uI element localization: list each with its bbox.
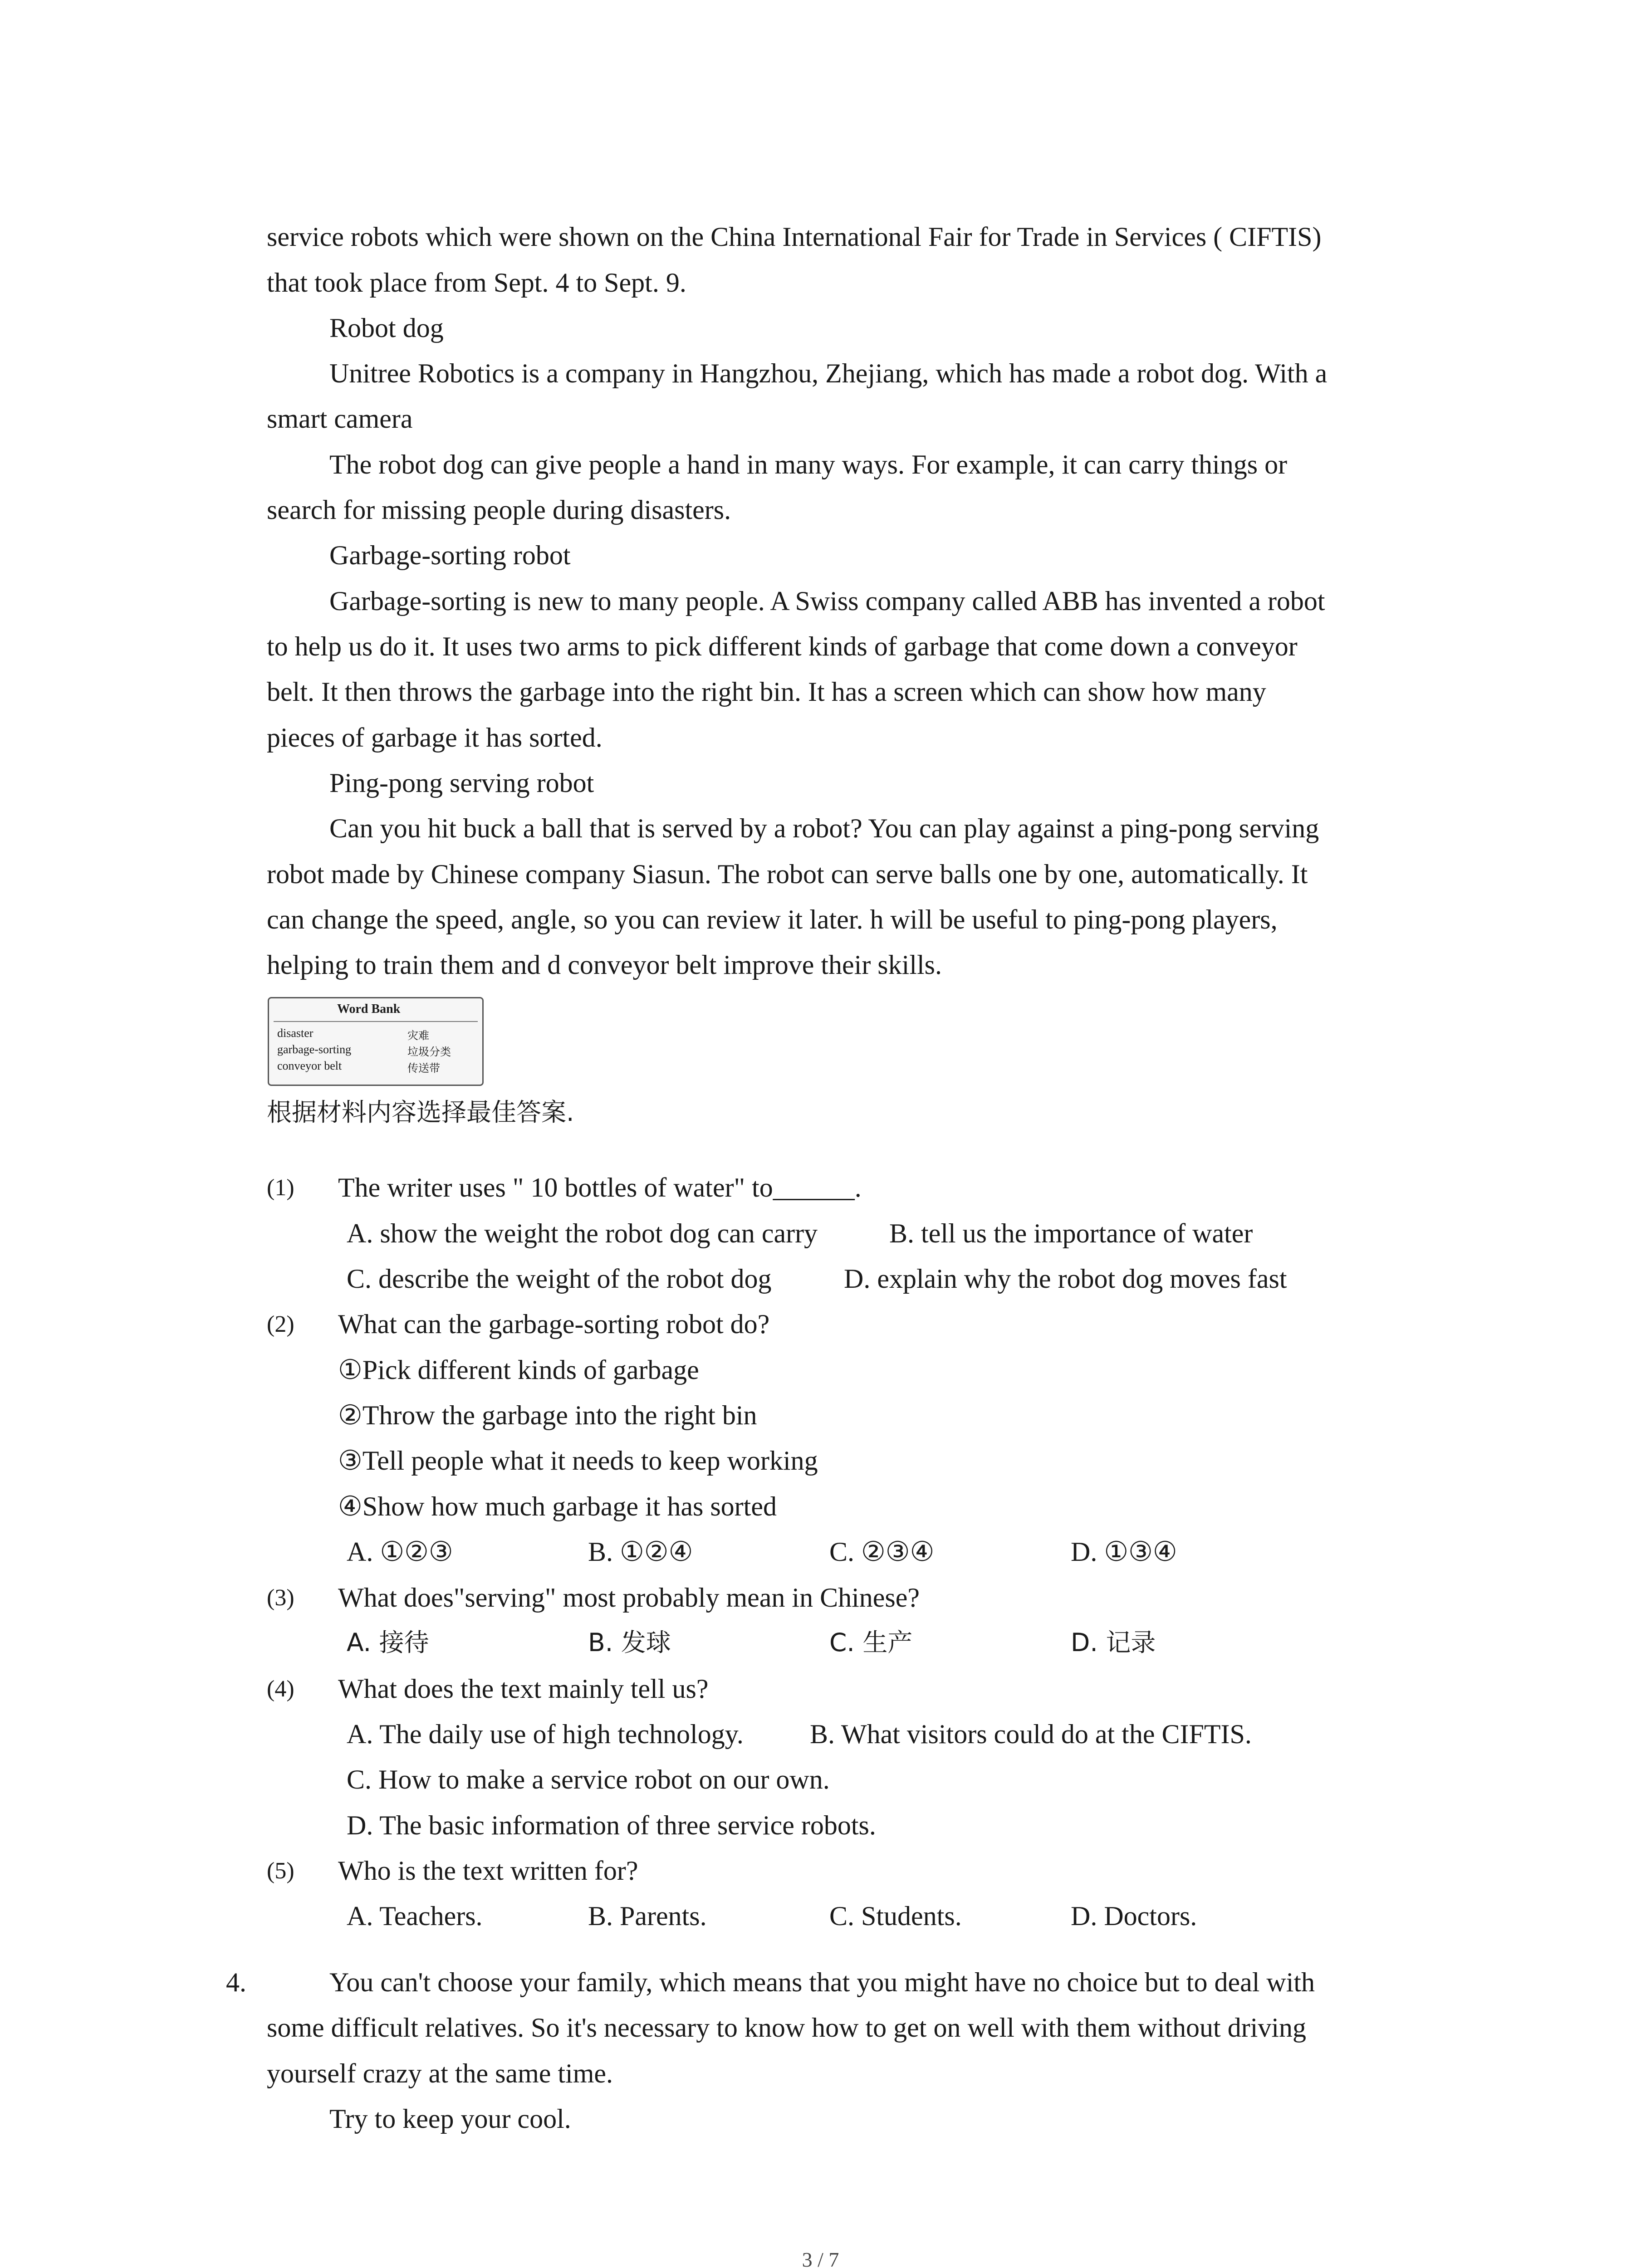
option-c: C. 生产 (829, 1628, 913, 1657)
option-b: B. ①②④ (588, 1537, 693, 1567)
option-b: B. 发球 (588, 1628, 671, 1657)
question-number: (2) (267, 1311, 294, 1337)
option-d: D. Doctors. (1071, 1901, 1197, 1931)
statement-item: ④Show how much garbage it has sorted (338, 1491, 777, 1521)
page-number: 3 / 7 (802, 2248, 839, 2268)
word-bank-term: garbage-sorting (277, 1043, 352, 1056)
statement-item: ②Throw the garbage into the right bin (338, 1400, 757, 1430)
dog-paragraph2-line2: search for missing people during disasters. (267, 495, 731, 525)
option-c: C. describe the weight of the robot dog (347, 1264, 772, 1294)
word-bank-term: conveyor belt (277, 1059, 342, 1072)
garbage-paragraph-line2: to help us do it. It uses two arms to pick different kinds of garbage that come down a conveyor (267, 631, 1298, 661)
pingpong-paragraph-line3: can change the speed, angle, so you can review it later. h will be useful to ping-pong players, (267, 904, 1278, 934)
option-a: A. show the weight the robot dog can carry (347, 1218, 818, 1248)
option-c: C. ②③④ (829, 1537, 935, 1567)
heading-garbage-robot: Garbage-sorting robot (329, 540, 571, 570)
statement-item: ①Pick different kinds of garbage (338, 1355, 699, 1385)
option-b: B. Parents. (588, 1901, 707, 1931)
option-a: A. 接待 (347, 1628, 429, 1657)
option-b: B. tell us the importance of water (889, 1218, 1253, 1248)
passage-intro-line2: that took place from Sept. 4 to Sept. 9. (267, 268, 686, 298)
pingpong-paragraph-line4: helping to train them and d conveyor belt improve their skills. (267, 950, 942, 980)
option-c: C. Students. (829, 1901, 962, 1931)
heading-robot-dog: Robot dog (329, 313, 444, 343)
pingpong-paragraph-line1: Can you hit buck a ball that is served by a robot? You can play against a ping-pong serving (329, 813, 1319, 843)
garbage-paragraph-line4: pieces of garbage it has sorted. (267, 723, 603, 753)
word-bank-translation: 灾难 (407, 1029, 429, 1042)
question-text: What does the text mainly tell us? (338, 1674, 709, 1704)
next-passage-line4: Try to keep your cool. (329, 2104, 571, 2134)
statement-item: ③Tell people what it needs to keep working (338, 1446, 818, 1476)
word-bank-term: disaster (277, 1026, 314, 1040)
option-a: A. The daily use of high technology. (347, 1719, 744, 1749)
garbage-paragraph-line3: belt. It then throws the garbage into the right bin. It has a screen which can show how many (267, 677, 1266, 707)
option-a: A. Teachers. (347, 1901, 483, 1931)
dog-paragraph1-line2: smart camera (267, 404, 413, 434)
option-d: D. 记录 (1071, 1628, 1156, 1657)
garbage-paragraph-line1: Garbage-sorting is new to many people. A Swiss company called ABB has invented a robot (329, 586, 1325, 616)
option-d: D. ①③④ (1071, 1537, 1177, 1567)
option-a: A. ①②③ (347, 1537, 453, 1567)
word-bank-divider (274, 1021, 478, 1022)
question-number: (3) (267, 1585, 294, 1611)
question-text: The writer uses " 10 bottles of water" to______. (338, 1173, 862, 1202)
option-d: D. explain why the robot dog moves fast (844, 1264, 1287, 1294)
heading-pingpong-robot: Ping-pong serving robot (329, 768, 594, 798)
question-text: What can the garbage-sorting robot do? (338, 1309, 770, 1339)
word-bank-translation: 传送带 (407, 1062, 440, 1075)
word-bank-translation: 垃圾分类 (407, 1046, 451, 1058)
next-passage-line3: yourself crazy at the same time. (267, 2058, 613, 2088)
question-number: (1) (267, 1175, 294, 1201)
option-c: C. How to make a service robot on our own. (347, 1765, 830, 1794)
instruction: 根据材料内容选择最佳答案. (267, 1098, 574, 1127)
word-bank-box (268, 997, 484, 1086)
word-bank-title: Word Bank (337, 1002, 401, 1016)
dog-paragraph1-line1: Unitree Robotics is a company in Hangzhou, Zhejiang, which has made a robot dog. With a (329, 358, 1327, 388)
question-text: What does"serving" most probably mean in Chinese? (338, 1583, 920, 1613)
question-number: (4) (267, 1676, 294, 1702)
question-number: (5) (267, 1858, 294, 1884)
passage-number: 4. (226, 1967, 246, 1997)
option-b: B. What visitors could do at the CIFTIS. (810, 1719, 1252, 1749)
pingpong-paragraph-line2: robot made by Chinese company Siasun. The robot can serve balls one by one, automatically. It (267, 859, 1308, 889)
option-d: D. The basic information of three service robots. (347, 1810, 876, 1840)
passage-intro-line1: service robots which were shown on the China International Fair for Trade in Services ( CIFTIS) (267, 222, 1322, 252)
next-passage-line1: You can't choose your family, which means that you might have no choice but to deal with (329, 1967, 1315, 1997)
question-text: Who is the text written for? (338, 1856, 638, 1886)
next-passage-line2: some difficult relatives. So it's necessary to know how to get on well with them without driving (267, 2013, 1307, 2043)
dog-paragraph2-line1: The robot dog can give people a hand in many ways. For example, it can carry things or (329, 450, 1288, 479)
